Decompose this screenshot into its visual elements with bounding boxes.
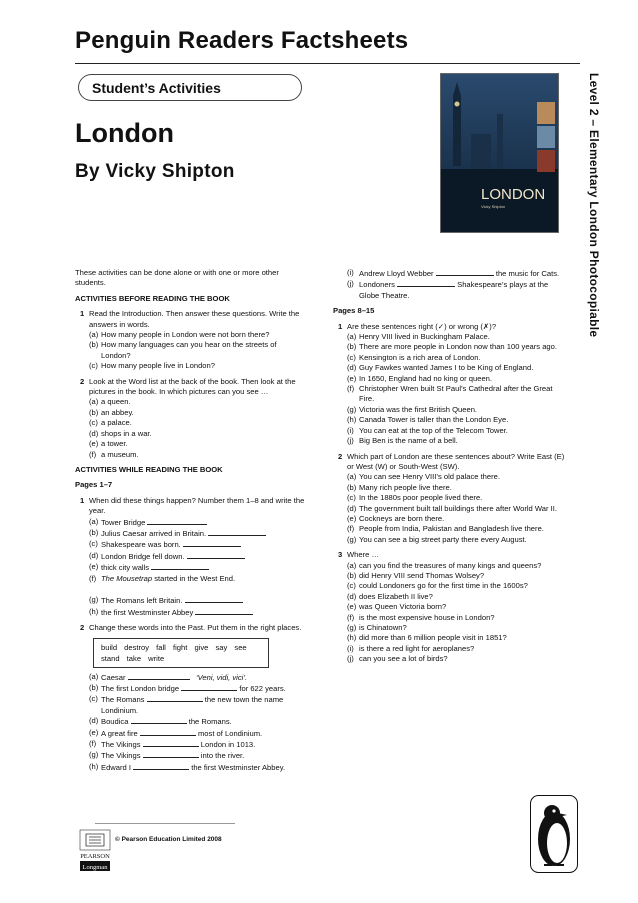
header-rule bbox=[75, 63, 580, 64]
list-item bbox=[333, 363, 565, 373]
list-item bbox=[75, 408, 307, 418]
item-text: Boudica bbox=[101, 717, 129, 727]
item-label: (h) bbox=[347, 633, 357, 643]
item-text: the new town the name Londinium. bbox=[101, 695, 284, 715]
item-label: (b) bbox=[347, 570, 357, 580]
heading-while: ACTIVITIES WHILE READING THE BOOK bbox=[75, 464, 223, 474]
item-label: (i) bbox=[347, 268, 354, 277]
answer-blank[interactable] bbox=[181, 683, 237, 691]
answer-blank[interactable] bbox=[131, 716, 187, 724]
q-num: 1 bbox=[338, 321, 343, 331]
item-label: (j) bbox=[347, 654, 354, 664]
item-text: is Chinatown? bbox=[359, 623, 407, 632]
item-text: did Henry VIII send Thomas Wolsey? bbox=[359, 570, 485, 580]
list-item bbox=[333, 571, 565, 581]
item-text: a museum. bbox=[101, 449, 139, 459]
cover-title: LONDON bbox=[481, 186, 546, 203]
item-label: (f) bbox=[89, 573, 97, 583]
item-text: does Elizabeth II live? bbox=[359, 591, 433, 601]
list-item bbox=[75, 728, 307, 739]
item-text: Big Ben is the name of a bell. bbox=[359, 436, 458, 446]
list-item bbox=[333, 332, 565, 342]
question-r1 bbox=[333, 322, 565, 332]
item-text: an abbey. bbox=[101, 407, 134, 417]
item-text: How many people live in London? bbox=[101, 361, 215, 371]
item-label: (j) bbox=[347, 279, 354, 289]
list-item bbox=[333, 654, 565, 664]
list-item bbox=[75, 750, 307, 761]
item-label: (b) bbox=[89, 527, 99, 537]
item-text: You can see a big street party there every August. bbox=[359, 534, 527, 544]
question-w2 bbox=[75, 623, 307, 633]
list-item bbox=[333, 436, 565, 446]
item-label: (f) bbox=[347, 384, 355, 394]
footer-rule bbox=[95, 823, 235, 824]
answer-blank[interactable] bbox=[151, 562, 209, 570]
question-b2 bbox=[75, 377, 307, 398]
q-num: 2 bbox=[80, 623, 85, 633]
q-num: 2 bbox=[338, 451, 343, 461]
item-text: How many languages can you hear on the streets of London? bbox=[101, 340, 277, 360]
answer-blank[interactable] bbox=[147, 517, 207, 525]
heading-before: ACTIVITIES BEFORE READING THE BOOK bbox=[75, 293, 230, 303]
left-column bbox=[75, 268, 307, 773]
item-text: How many people in London were not born there? bbox=[101, 330, 270, 340]
answer-blank[interactable] bbox=[147, 694, 203, 702]
item-text: the music for Cats. bbox=[495, 269, 560, 278]
item-text: Tower Bridge bbox=[101, 517, 146, 527]
list-item bbox=[75, 562, 307, 573]
list-item bbox=[75, 739, 307, 750]
list-item bbox=[333, 524, 565, 534]
q-text: Are these sentences right (✓) or wrong (✗)? bbox=[347, 321, 497, 331]
item-text: In 1650, England had no king or queen. bbox=[359, 373, 492, 383]
right-column bbox=[333, 268, 565, 665]
q-num: 2 bbox=[80, 376, 85, 386]
item-label: (b) bbox=[89, 340, 99, 350]
list-item bbox=[75, 517, 307, 528]
list-item bbox=[75, 528, 307, 539]
item-text: shops in a war. bbox=[101, 428, 152, 438]
item-label: (c) bbox=[89, 418, 98, 428]
item-text: Shakespeare’s plays at the Globe Theatre. bbox=[359, 280, 549, 300]
item-text: Canada Tower is taller than the London Eye. bbox=[359, 415, 509, 425]
item-text: The government built tall buildings there after World War II. bbox=[359, 503, 557, 513]
item-text: could Londoners go for the first time in the 1600s? bbox=[359, 581, 528, 591]
item-text: a queen. bbox=[101, 397, 131, 407]
list-item bbox=[333, 472, 565, 482]
item-label: (a) bbox=[89, 516, 99, 526]
item-text: Cockneys are born there. bbox=[359, 513, 445, 523]
item-label: (g) bbox=[347, 404, 357, 414]
item-label: (e) bbox=[347, 373, 357, 383]
list-item bbox=[333, 405, 565, 415]
q-num: 1 bbox=[80, 309, 85, 319]
item-text: Kensington is a rich area of London. bbox=[359, 352, 481, 362]
item-label: (g) bbox=[347, 623, 357, 632]
item-text: Andrew Lloyd Webber bbox=[359, 269, 434, 278]
list-item bbox=[333, 514, 565, 524]
item-label: (f) bbox=[347, 612, 355, 622]
item-label: (a) bbox=[347, 332, 357, 342]
q-num: 1 bbox=[80, 495, 85, 505]
list-item bbox=[75, 607, 307, 618]
item-text: London Bridge fell down. bbox=[101, 551, 185, 561]
pages-1-7: Pages 1–7 bbox=[75, 480, 113, 490]
item-label: (b) bbox=[347, 342, 357, 352]
q-text: When did these things happen? Number them 1–8 and write the year. bbox=[89, 495, 305, 516]
list-item bbox=[333, 493, 565, 503]
item-label: (e) bbox=[89, 439, 99, 449]
item-label: (d) bbox=[89, 550, 99, 560]
answer-blank[interactable] bbox=[140, 728, 196, 736]
item-text-italic: The Mousetrap bbox=[101, 573, 153, 583]
item-text: did more than 6 million people visit in 1851? bbox=[359, 633, 507, 643]
publisher-name: PEARSON bbox=[80, 853, 110, 860]
item-label: (i) bbox=[347, 425, 354, 435]
item-text: was Queen Victoria born? bbox=[359, 602, 447, 612]
item-label: (c) bbox=[89, 539, 98, 549]
q-text: Look at the Word list at the back of the book. Then look at the pictures in the book. In which pictures can you see … bbox=[89, 376, 296, 397]
item-text: In the 1880s poor people lived there. bbox=[359, 493, 483, 503]
answer-blank[interactable] bbox=[185, 595, 243, 603]
item-label: (g) bbox=[347, 534, 357, 544]
item-text: Many rich people live there. bbox=[359, 482, 452, 492]
item-label: (c) bbox=[347, 581, 356, 591]
item-label: (d) bbox=[89, 428, 99, 438]
cover-author: Vicky Shipton bbox=[481, 204, 506, 209]
question-b1 bbox=[75, 309, 307, 330]
answer-blank[interactable] bbox=[195, 607, 253, 615]
item-text: started in the West End. bbox=[152, 573, 236, 583]
item-label: (f) bbox=[89, 449, 97, 459]
item-label: (d) bbox=[89, 716, 99, 726]
book-cover-image bbox=[440, 73, 559, 233]
item-text: Shakespeare was born. bbox=[101, 540, 181, 550]
side-label bbox=[583, 73, 603, 373]
list-item bbox=[333, 633, 565, 643]
answer-blank[interactable] bbox=[143, 750, 199, 758]
copyright: © Pearson Education Limited 2008 bbox=[115, 836, 222, 843]
list-item bbox=[75, 672, 307, 683]
item-text: The Vikings bbox=[101, 740, 141, 750]
item-text: Caesar bbox=[101, 672, 126, 682]
list-item bbox=[75, 595, 307, 606]
list-item bbox=[333, 561, 565, 571]
list-item bbox=[75, 361, 307, 371]
q-num: 3 bbox=[338, 550, 343, 560]
item-text: Henry VIII lived in Buckingham Palace. bbox=[359, 332, 490, 342]
list-item bbox=[333, 483, 565, 493]
item-label: (a) bbox=[347, 472, 357, 482]
list-item bbox=[333, 374, 565, 384]
list-item bbox=[333, 644, 565, 654]
item-text: A great fire bbox=[101, 728, 138, 738]
item-label: (c) bbox=[347, 352, 356, 362]
section-pill: Student’s Activities bbox=[78, 74, 302, 101]
item-label: (e) bbox=[347, 513, 357, 523]
list-item bbox=[75, 683, 307, 694]
q-text: Change these words into the Past. Put them in the right places. bbox=[89, 623, 302, 633]
list-item bbox=[75, 429, 307, 439]
item-label: (d) bbox=[347, 591, 357, 601]
list-item bbox=[333, 279, 565, 301]
list-item bbox=[75, 450, 307, 460]
item-label: (h) bbox=[89, 606, 99, 616]
item-text: thick city walls bbox=[101, 563, 150, 573]
item-label: (e) bbox=[89, 562, 99, 572]
item-label: (c) bbox=[89, 694, 98, 704]
item-text: the first Westminster Abbey. bbox=[191, 762, 286, 772]
answer-blank[interactable] bbox=[187, 551, 245, 559]
item-label: (g) bbox=[89, 750, 99, 760]
list-item bbox=[75, 340, 307, 361]
item-label: (b) bbox=[347, 482, 357, 492]
penguin-logo-icon bbox=[530, 795, 578, 873]
item-label: (a) bbox=[89, 330, 99, 340]
item-text: is the most expensive house in London? bbox=[359, 612, 495, 622]
item-label: (h) bbox=[347, 415, 357, 425]
answer-blank[interactable] bbox=[128, 672, 190, 680]
item-label: (b) bbox=[89, 407, 99, 417]
list-item bbox=[333, 592, 565, 602]
item-text: into the river. bbox=[200, 751, 245, 761]
side-label-text: Level 2 – Elementary London Photocopiable bbox=[587, 73, 601, 338]
word-box: build destroy fall fight give say see stand take write bbox=[93, 638, 269, 668]
item-label: (e) bbox=[89, 727, 99, 737]
item-text: Edward I bbox=[101, 762, 131, 772]
item-text: You can see Henry VIII’s old palace there. bbox=[359, 472, 500, 482]
item-label: (f) bbox=[89, 739, 97, 749]
item-text: London in 1013. bbox=[200, 740, 256, 750]
q-text: Which part of London are these sentences about? Write East (E) or West (W) or South-West (SW). bbox=[347, 451, 565, 471]
item-label: (h) bbox=[89, 761, 99, 771]
list-item bbox=[75, 762, 307, 773]
list-item bbox=[75, 716, 307, 727]
list-item bbox=[333, 535, 565, 545]
item-text: The Vikings bbox=[101, 751, 141, 761]
publisher-sub: Longman bbox=[82, 864, 108, 871]
item-text: the first Westminster Abbey bbox=[101, 607, 194, 617]
question-r2 bbox=[333, 452, 565, 473]
intro: These activities can be done alone or with one or more other students. bbox=[75, 268, 279, 288]
answer-blank[interactable] bbox=[436, 268, 494, 276]
item-text: for 622 years. bbox=[239, 684, 286, 693]
item-text: The first London bridge bbox=[101, 684, 180, 693]
list-item bbox=[333, 504, 565, 514]
item-text: There are more people in London now than 100 years ago. bbox=[359, 342, 557, 352]
series-title: Penguin Readers Factsheets bbox=[75, 27, 409, 54]
list-item bbox=[75, 551, 307, 562]
list-item bbox=[333, 384, 565, 405]
list-item bbox=[333, 415, 565, 425]
page-title: London bbox=[75, 118, 174, 148]
list-item bbox=[333, 613, 565, 623]
item-text: Julius Caesar arrived in Britain. bbox=[101, 528, 207, 538]
item-label: (a) bbox=[89, 671, 99, 681]
item-text: can you find the treasures of many kings and queens? bbox=[359, 560, 542, 570]
item-label: (a) bbox=[347, 560, 357, 570]
q-text: Where … bbox=[347, 550, 380, 560]
list-item bbox=[75, 418, 307, 428]
item-text: The Romans bbox=[101, 695, 145, 705]
item-label: (c) bbox=[89, 361, 98, 371]
item-label: (a) bbox=[89, 397, 99, 407]
answer-blank[interactable] bbox=[183, 539, 241, 547]
item-text: The Romans left Britain. bbox=[101, 596, 183, 606]
list-item bbox=[75, 539, 307, 550]
item-label: (b) bbox=[89, 683, 99, 692]
pages-8-15: Pages 8–15 bbox=[333, 306, 375, 316]
item-text: is there a red light for aeroplanes? bbox=[359, 643, 475, 653]
list-item bbox=[333, 268, 565, 279]
list-item bbox=[333, 353, 565, 363]
item-text: Guy Fawkes wanted James I to be King of England. bbox=[359, 363, 534, 373]
list-item bbox=[333, 581, 565, 591]
item-text: can you see a lot of birds? bbox=[359, 654, 448, 664]
list-item bbox=[75, 330, 307, 340]
answer-blank[interactable] bbox=[208, 528, 266, 536]
item-label: (e) bbox=[347, 602, 357, 612]
answer-blank[interactable] bbox=[397, 279, 455, 287]
item-text: a tower. bbox=[101, 439, 128, 449]
item-text: the Romans. bbox=[188, 717, 232, 727]
item-label: (d) bbox=[347, 363, 357, 373]
item-text: a palace. bbox=[101, 418, 132, 428]
item-label: (f) bbox=[347, 524, 355, 534]
item-text: Victoria was the first British Queen. bbox=[359, 404, 478, 414]
list-item bbox=[75, 574, 307, 596]
item-label: (i) bbox=[347, 643, 354, 653]
list-item bbox=[333, 602, 565, 612]
item-text: most of Londinium. bbox=[197, 728, 263, 738]
item-label: (j) bbox=[347, 436, 354, 446]
list-item bbox=[75, 694, 307, 716]
author: By Vicky Shipton bbox=[75, 161, 235, 182]
list-item bbox=[75, 397, 307, 407]
q-text: Read the Introduction. Then answer these questions. Write the answers in words. bbox=[89, 309, 300, 329]
pearson-logo bbox=[78, 828, 112, 874]
item-label: (g) bbox=[89, 595, 99, 605]
answer-blank[interactable] bbox=[133, 762, 189, 770]
item-label: (c) bbox=[347, 493, 356, 503]
list-item bbox=[75, 439, 307, 449]
list-item bbox=[333, 623, 565, 633]
question-w1 bbox=[75, 496, 307, 517]
answer-blank[interactable] bbox=[143, 739, 199, 747]
item-text: You can eat at the top of the Telecom Tower. bbox=[359, 425, 508, 435]
list-item bbox=[333, 342, 565, 352]
item-text: People from India, Pakistan and Bangladesh live there. bbox=[359, 524, 544, 534]
list-item bbox=[333, 426, 565, 436]
item-text: ‘Veni, vidi, vici’. bbox=[195, 672, 248, 682]
item-text: Londoners bbox=[359, 280, 395, 290]
question-r3 bbox=[333, 550, 565, 560]
item-text: Christopher Wren built St Paul’s Cathedral after the Great Fire. bbox=[359, 384, 553, 404]
item-label: (d) bbox=[347, 503, 357, 513]
